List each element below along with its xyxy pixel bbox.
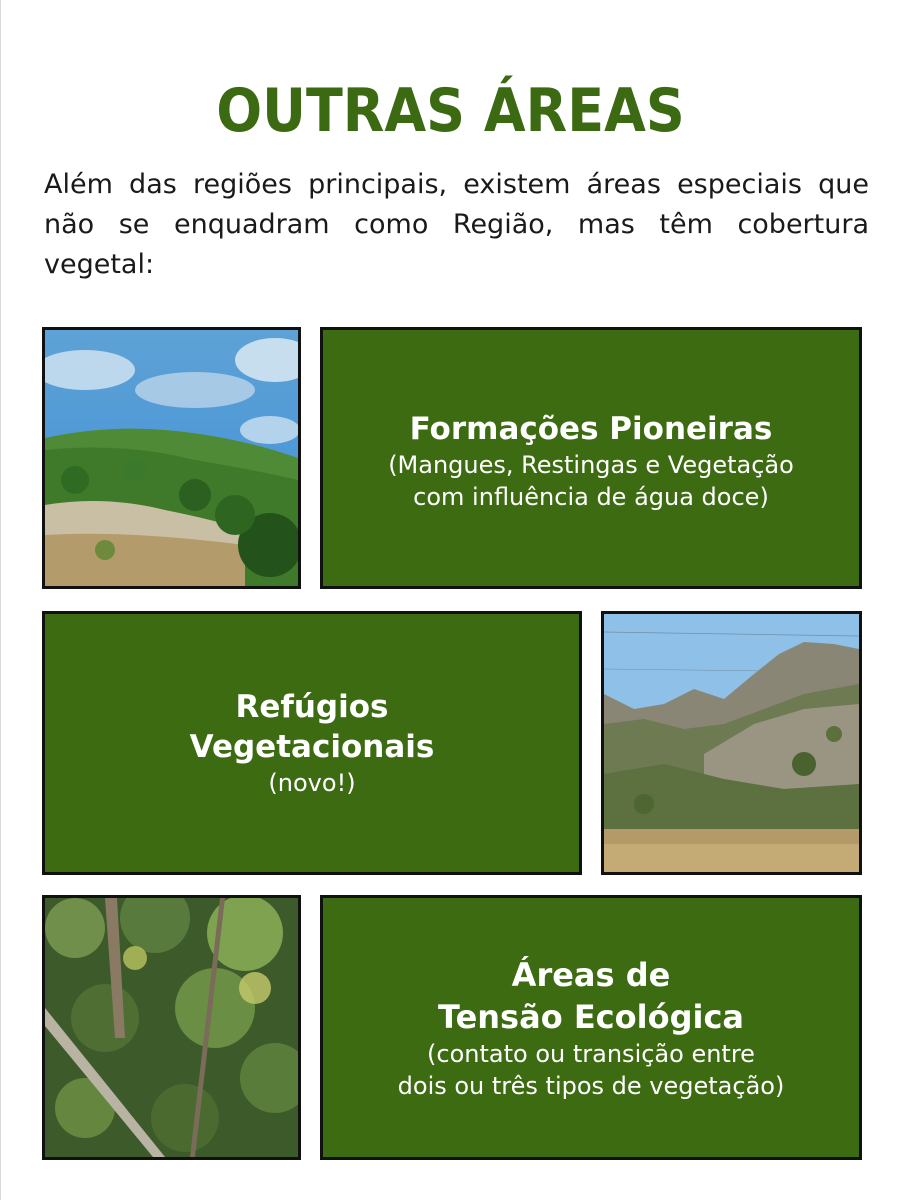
forest-image bbox=[45, 898, 298, 1157]
card-description-line: dois ou três tipos de vegetação) bbox=[397, 1071, 785, 1100]
card-heading-line: Vegetacionais bbox=[189, 729, 435, 765]
intro-paragraph: Além das regiões principais, existem áreas especiais que não se enquadram como Região, mas têm cobertura vegetal: bbox=[44, 169, 869, 280]
card-description-line: com influência de água doce) bbox=[413, 483, 769, 511]
card-description-line: (contato ou transição entre bbox=[427, 1039, 755, 1068]
card-heading-line: Tensão Ecológica bbox=[437, 997, 745, 1036]
card-areas-tensao-ecologica bbox=[320, 895, 862, 1160]
restinga-image bbox=[45, 330, 298, 586]
card-description-line: (novo!) bbox=[268, 769, 356, 797]
card-heading: Formações Pioneiras bbox=[409, 411, 773, 447]
card-refugios-vegetacionais bbox=[42, 611, 582, 875]
rocky-outcrop-image bbox=[604, 614, 859, 872]
restinga-photo bbox=[42, 327, 301, 589]
card-heading-line: Refúgios bbox=[235, 689, 389, 725]
page-title: OUTRAS ÁREAS bbox=[216, 76, 685, 146]
forest-photo bbox=[42, 895, 301, 1160]
card-heading-line: Áreas de bbox=[511, 955, 671, 994]
card-formacoes-pioneiras bbox=[320, 327, 862, 589]
rocky-outcrop-photo bbox=[601, 611, 862, 875]
page-left-edge bbox=[0, 0, 1, 1200]
card-description-line: (Mangues, Restingas e Vegetação bbox=[388, 451, 794, 479]
